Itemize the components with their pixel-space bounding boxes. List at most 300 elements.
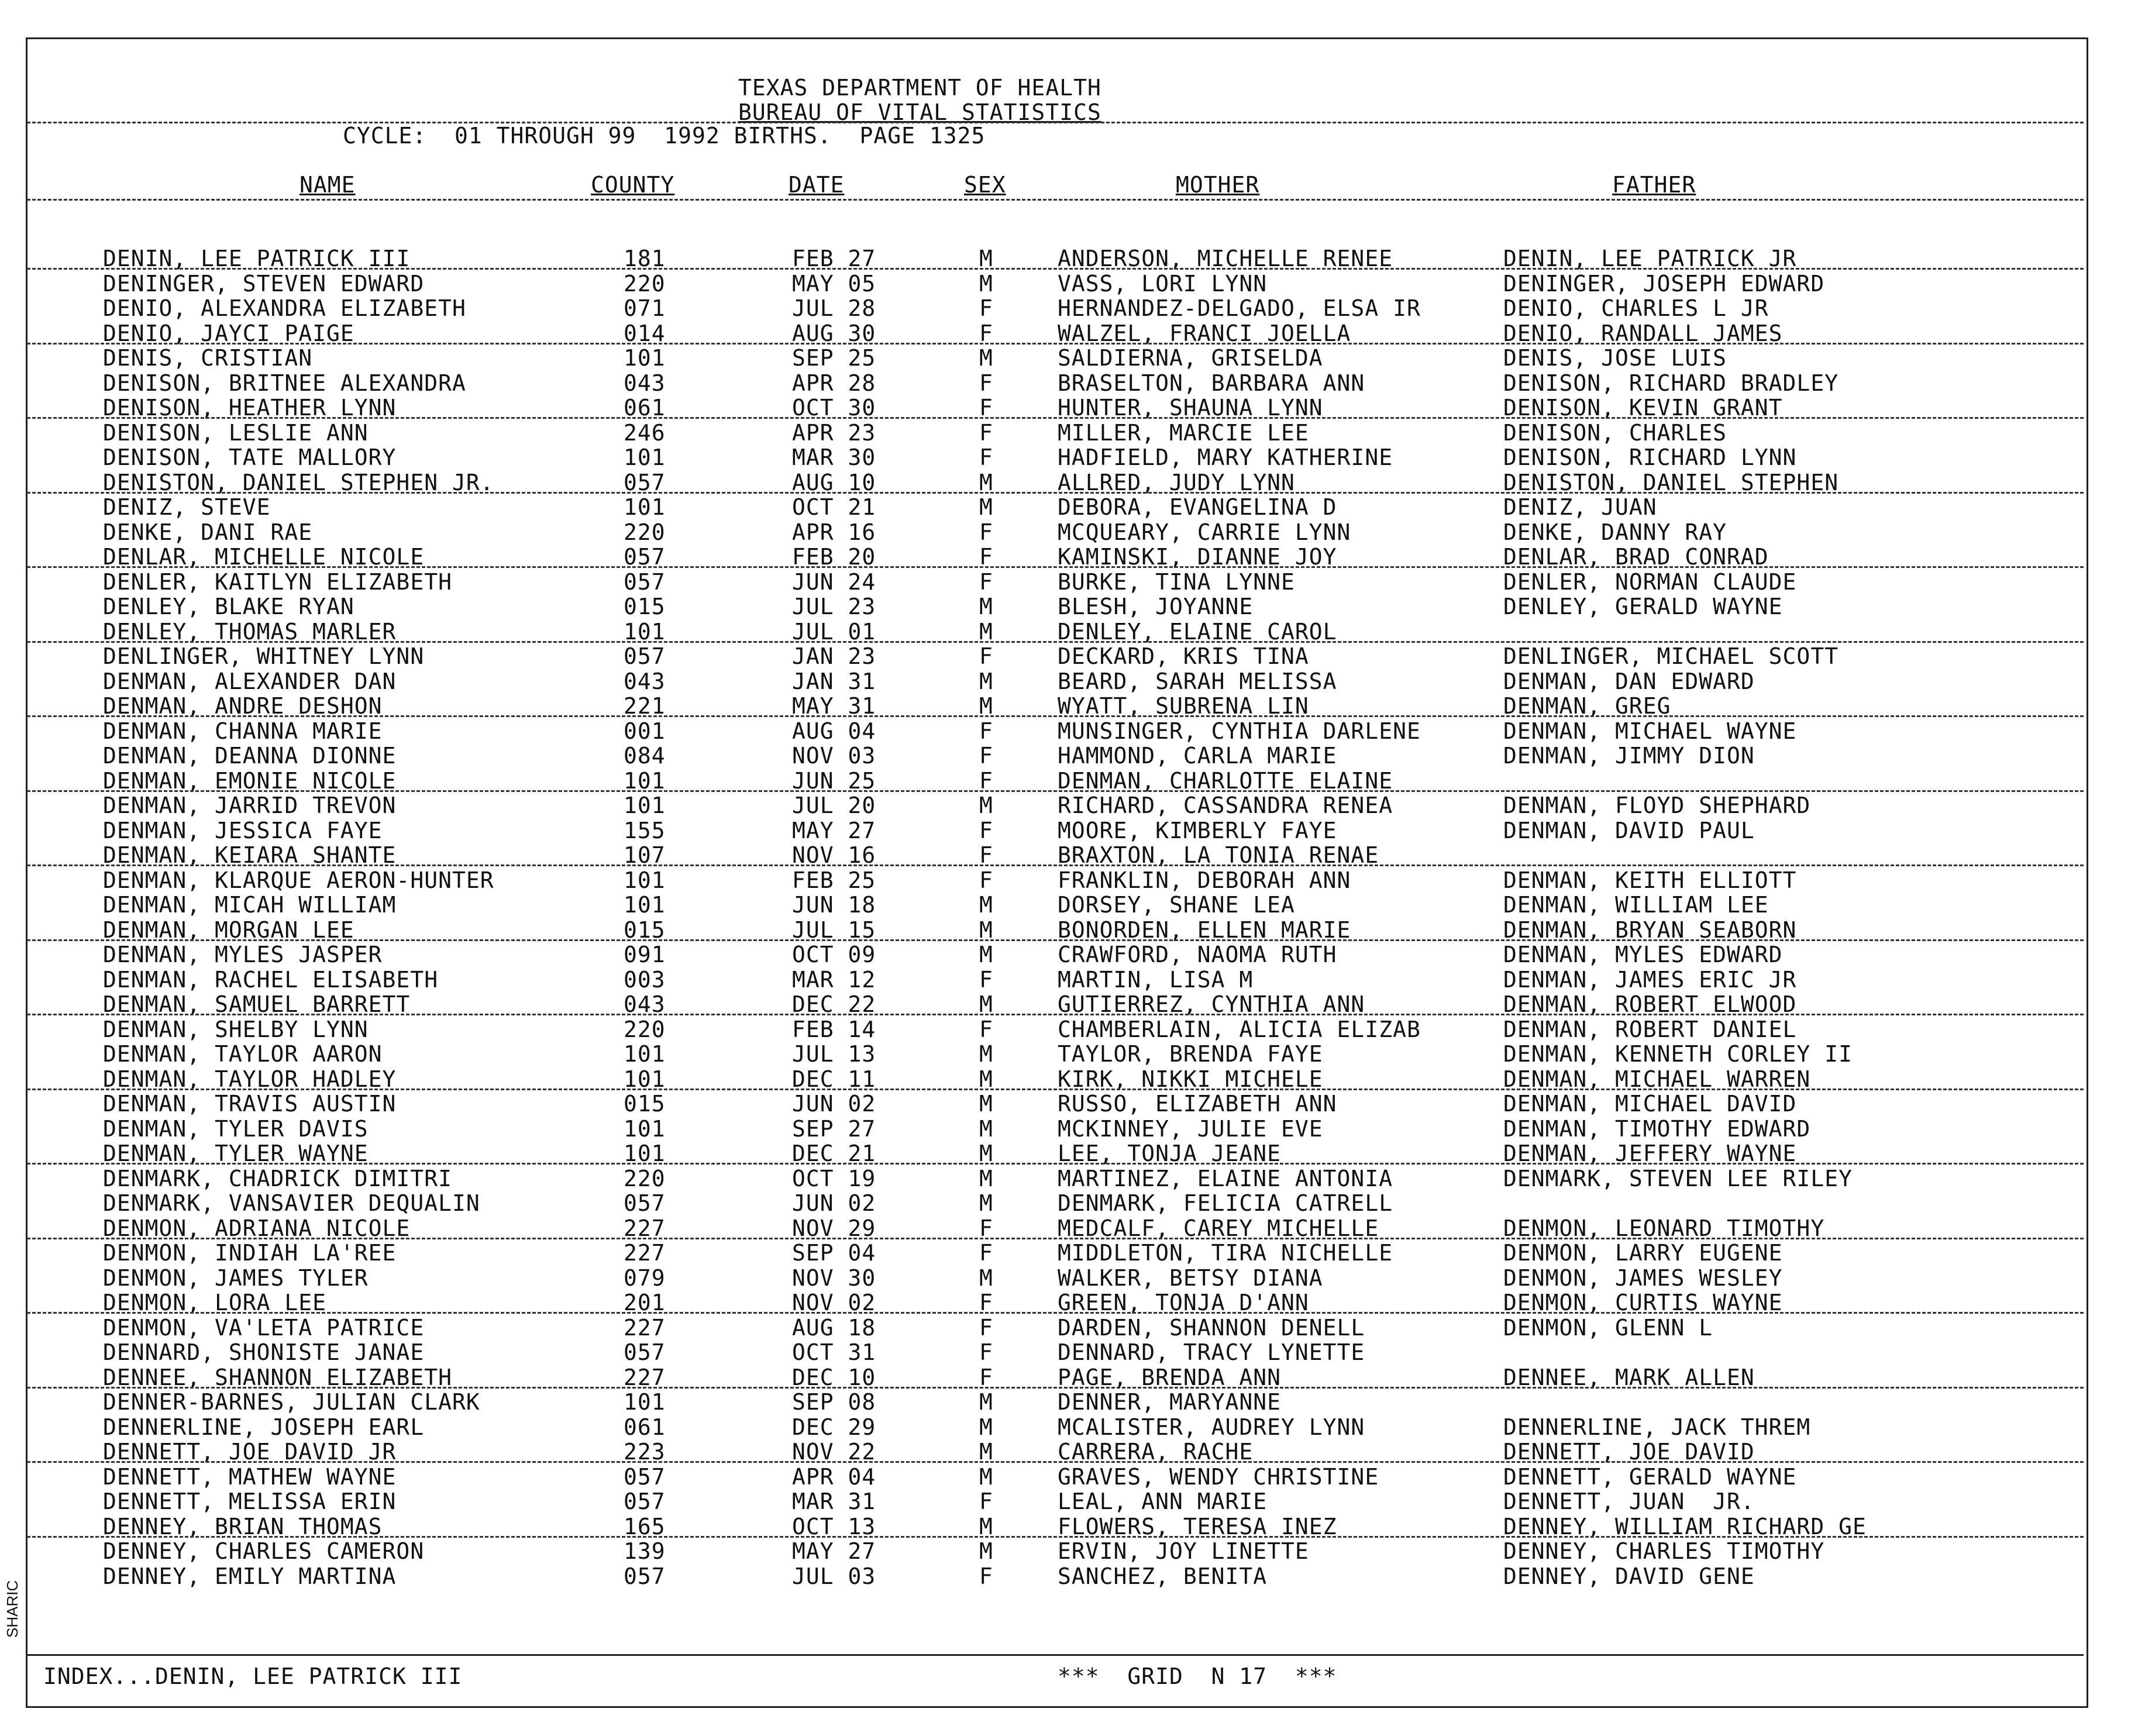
- record-father: DENISON, CHARLES: [1503, 419, 1727, 446]
- record-mother: BLESH, JOYANNE: [1058, 594, 1254, 619]
- record-mother: FLOWERS, TERESA INEZ: [1058, 1513, 1337, 1539]
- grid-footer: *** GRID N 17 ***: [1058, 1663, 1337, 1689]
- record-date: JUL 28: [792, 295, 876, 321]
- record-date: MAY 05: [792, 270, 876, 297]
- record-name: DENMAN, MICAH WILLIAM: [103, 892, 397, 918]
- record-sex: F: [979, 1314, 993, 1341]
- record-county: 057: [624, 1339, 666, 1365]
- record-name: DENIO, ALEXANDRA ELIZABETH: [103, 295, 466, 321]
- record-name: DENNEY, CHARLES CAMERON: [103, 1538, 425, 1564]
- record-mother: DEBORA, EVANGELINA D: [1058, 494, 1337, 520]
- record-county: 227: [624, 1314, 666, 1341]
- record-sex: F: [979, 817, 993, 843]
- record-date: NOV 16: [792, 842, 876, 868]
- table-row: [0, 421, 2145, 446]
- record-sex: F: [979, 419, 993, 446]
- record-sex: M: [979, 618, 993, 645]
- record-father: DENNETT, JUAN JR.: [1503, 1489, 1755, 1514]
- record-county: 201: [624, 1290, 666, 1315]
- record-county: 220: [624, 1165, 666, 1191]
- record-date: SEP 04: [792, 1240, 876, 1266]
- record-sex: M: [979, 1389, 993, 1415]
- record-mother: WALKER, BETSY DIANA: [1058, 1265, 1323, 1291]
- record-sex: F: [979, 842, 993, 868]
- record-county: 101: [624, 793, 666, 818]
- record-father: DENISON, RICHARD LYNN: [1503, 445, 1797, 470]
- record-name: DENMAN, SAMUEL BARRETT: [103, 991, 411, 1017]
- record-county: 043: [624, 668, 666, 694]
- record-sex: M: [979, 594, 993, 619]
- record-mother: CARRERA, RACHE: [1058, 1439, 1254, 1465]
- record-date: APR 23: [792, 419, 876, 446]
- record-county: 101: [624, 1389, 666, 1415]
- record-father: DENMAN, MICHAEL DAVID: [1503, 1091, 1797, 1117]
- table-row: [0, 719, 2145, 745]
- record-mother: DENNARD, TRACY LYNETTE: [1058, 1339, 1365, 1365]
- record-sex: F: [979, 867, 993, 893]
- record-mother: LEAL, ANN MARIE: [1058, 1489, 1268, 1514]
- record-father: DENMON, CURTIS WAYNE: [1503, 1290, 1783, 1315]
- record-name: DENNEY, BRIAN THOMAS: [103, 1513, 383, 1539]
- record-mother: MUNSINGER, CYNTHIA DARLENE: [1058, 718, 1421, 744]
- record-sex: F: [979, 1339, 993, 1365]
- record-county: 227: [624, 1364, 666, 1390]
- record-county: 057: [624, 469, 666, 495]
- record-date: SEP 25: [792, 345, 876, 371]
- record-mother: DORSEY, SHANE LEA: [1058, 892, 1295, 918]
- record-sex: F: [979, 569, 993, 595]
- row-separator: [27, 1238, 2084, 1239]
- record-date: SEP 08: [792, 1389, 876, 1415]
- record-sex: F: [979, 966, 993, 993]
- record-sex: M: [979, 1165, 993, 1191]
- record-date: OCT 09: [792, 942, 876, 967]
- record-sex: F: [979, 395, 993, 421]
- record-date: JUL 13: [792, 1041, 876, 1067]
- record-mother: HUNTER, SHAUNA LYNN: [1058, 395, 1323, 421]
- record-date: JUN 18: [792, 892, 876, 918]
- table-row: [0, 645, 2145, 670]
- record-father: DENISON, RICHARD BRADLEY: [1503, 370, 1839, 396]
- record-date: AUG 10: [792, 469, 876, 495]
- record-father: DENMAN, MICHAEL WAYNE: [1503, 718, 1797, 744]
- row-separator: [27, 1163, 2084, 1165]
- record-mother: VASS, LORI LYNN: [1058, 270, 1268, 297]
- record-name: DENMAN, CHANNA MARIE: [103, 718, 383, 744]
- record-name: DENNARD, SHONISTE JANAE: [103, 1339, 425, 1365]
- record-name: DENIS, CRISTIAN: [103, 345, 313, 371]
- record-father: DENINGER, JOSEPH EDWARD: [1503, 270, 1825, 297]
- record-date: APR 28: [792, 370, 876, 396]
- record-name: DENMAN, TYLER DAVIS: [103, 1115, 369, 1142]
- record-father: DENMAN, DAN EDWARD: [1503, 668, 1755, 694]
- record-father: DENIO, RANDALL JAMES: [1503, 320, 1783, 346]
- record-mother: DENMARK, FELICIA CATRELL: [1058, 1190, 1393, 1216]
- record-date: SEP 27: [792, 1115, 876, 1142]
- record-father: DENISON, KEVIN GRANT: [1503, 395, 1783, 421]
- table-row: [0, 1241, 2145, 1266]
- record-sex: F: [979, 544, 993, 570]
- column-header-name: NAME: [299, 172, 356, 198]
- table-row: [0, 1465, 2145, 1490]
- record-sex: M: [979, 270, 993, 297]
- record-date: FEB 25: [792, 867, 876, 893]
- record-county: 071: [624, 295, 666, 321]
- record-county: 057: [624, 1190, 666, 1216]
- record-father: DENMAN, DAVID PAUL: [1503, 817, 1755, 843]
- record-date: NOV 03: [792, 743, 876, 769]
- record-sex: M: [979, 1141, 993, 1166]
- record-sex: F: [979, 1563, 993, 1589]
- record-date: JUL 01: [792, 618, 876, 645]
- record-date: NOV 29: [792, 1215, 876, 1241]
- record-mother: KIRK, NIKKI MICHELE: [1058, 1066, 1323, 1092]
- record-county: 057: [624, 1463, 666, 1490]
- record-mother: MARTINEZ, ELAINE ANTONIA: [1058, 1165, 1393, 1191]
- record-sex: M: [979, 1414, 993, 1440]
- record-date: DEC 21: [792, 1141, 876, 1166]
- record-mother: TAYLOR, BRENDA FAYE: [1058, 1041, 1323, 1067]
- record-date: JUL 03: [792, 1563, 876, 1589]
- record-father: DENMAN, WILLIAM LEE: [1503, 892, 1769, 918]
- record-name: DENNEY, EMILY MARTINA: [103, 1563, 397, 1589]
- record-date: MAY 31: [792, 693, 876, 719]
- record-county: 015: [624, 594, 666, 619]
- record-father: DENMON, GLENN L: [1503, 1314, 1713, 1341]
- record-father: DENMAN, KENNETH CORLEY II: [1503, 1041, 1853, 1067]
- row-separator: [27, 417, 2084, 419]
- record-mother: MCQUEARY, CARRIE LYNN: [1058, 519, 1351, 545]
- record-mother: WYATT, SUBRENA LIN: [1058, 693, 1309, 719]
- record-date: DEC 11: [792, 1066, 876, 1092]
- record-father: DENIN, LEE PATRICK JR: [1503, 246, 1797, 271]
- record-name: DENMAN, SHELBY LYNN: [103, 1016, 369, 1042]
- record-name: DENMAN, KLARQUE AERON-HUNTER: [103, 867, 494, 893]
- record-date: MAY 27: [792, 1538, 876, 1564]
- record-county: 057: [624, 569, 666, 595]
- table-row: [0, 521, 2145, 546]
- record-name: DENNETT, MATHEW WAYNE: [103, 1463, 397, 1490]
- bureau-title: BUREAU OF VITAL STATISTICS: [738, 99, 1101, 125]
- record-county: 043: [624, 370, 666, 396]
- record-county: 101: [624, 618, 666, 645]
- table-row: [0, 1490, 2145, 1515]
- record-mother: HADFIELD, MARY KATHERINE: [1058, 445, 1393, 470]
- record-name: DENISON, HEATHER LYNN: [103, 395, 397, 421]
- record-sex: M: [979, 693, 993, 719]
- record-mother: GRAVES, WENDY CHRISTINE: [1058, 1463, 1379, 1490]
- record-date: NOV 22: [792, 1439, 876, 1465]
- record-name: DENLAR, MICHELLE NICOLE: [103, 544, 425, 570]
- row-separator: [27, 939, 2084, 941]
- record-date: APR 04: [792, 1463, 876, 1490]
- record-date: JAN 31: [792, 668, 876, 694]
- record-father: DENMON, JAMES WESLEY: [1503, 1265, 1783, 1291]
- record-sex: F: [979, 1240, 993, 1266]
- record-father: DENNETT, GERALD WAYNE: [1503, 1463, 1797, 1490]
- record-mother: FRANKLIN, DEBORAH ANN: [1058, 867, 1351, 893]
- record-father: DENMAN, FLOYD SHEPHARD: [1503, 793, 1811, 818]
- row-separator: [27, 1387, 2084, 1389]
- record-sex: F: [979, 718, 993, 744]
- record-mother: DENMAN, CHARLOTTE ELAINE: [1058, 767, 1393, 794]
- record-name: DENNETT, MELISSA ERIN: [103, 1489, 397, 1514]
- row-separator: [27, 268, 2084, 270]
- record-name: DENMON, VA'LETA PATRICE: [103, 1314, 425, 1341]
- record-name: DENMON, JAMES TYLER: [103, 1265, 369, 1291]
- record-name: DENNERLINE, JOSEPH EARL: [103, 1414, 425, 1440]
- record-sex: M: [979, 494, 993, 520]
- record-county: 091: [624, 942, 666, 967]
- record-sex: M: [979, 991, 993, 1017]
- record-name: DENNER-BARNES, JULIAN CLARK: [103, 1389, 480, 1415]
- record-sex: M: [979, 1513, 993, 1539]
- record-county: 155: [624, 817, 666, 843]
- row-separator: [27, 1089, 2084, 1090]
- record-sex: F: [979, 1215, 993, 1241]
- record-county: 061: [624, 395, 666, 421]
- record-name: DENISON, TATE MALLORY: [103, 445, 397, 470]
- record-date: DEC 22: [792, 991, 876, 1017]
- record-mother: ANDERSON, MICHELLE RENEE: [1058, 246, 1393, 271]
- record-sex: M: [979, 942, 993, 967]
- record-name: DENMAN, MYLES JASPER: [103, 942, 383, 967]
- table-row: [0, 1415, 2145, 1441]
- record-mother: MCALISTER, AUDREY LYNN: [1058, 1414, 1365, 1440]
- record-sex: M: [979, 1091, 993, 1117]
- record-county: 227: [624, 1215, 666, 1241]
- record-mother: BURKE, TINA LYNNE: [1058, 569, 1295, 595]
- record-date: AUG 18: [792, 1314, 876, 1341]
- record-mother: MILLER, MARCIE LEE: [1058, 419, 1309, 446]
- record-mother: SANCHEZ, BENITA: [1058, 1563, 1268, 1589]
- record-name: DENMON, LORA LEE: [103, 1290, 327, 1315]
- column-header-date: DATE: [789, 172, 845, 198]
- table-row: [0, 446, 2145, 471]
- record-sex: F: [979, 519, 993, 545]
- record-father: DENIS, JOSE LUIS: [1503, 345, 1727, 371]
- record-mother: MARTIN, LISA M: [1058, 966, 1254, 993]
- record-date: MAR 31: [792, 1489, 876, 1514]
- record-sex: M: [979, 793, 993, 818]
- record-name: DENIN, LEE PATRICK III: [103, 246, 411, 271]
- record-sex: M: [979, 246, 993, 271]
- column-header-father: FATHER: [1612, 172, 1696, 198]
- table-row: [0, 1390, 2145, 1415]
- record-date: OCT 21: [792, 494, 876, 520]
- record-mother: DARDEN, SHANNON DENELL: [1058, 1314, 1365, 1341]
- record-name: DENKE, DANI RAE: [103, 519, 313, 545]
- record-father: DENNEY, DAVID GENE: [1503, 1563, 1755, 1589]
- row-separator: [27, 492, 2084, 494]
- record-sex: F: [979, 1290, 993, 1315]
- column-header-sex: SEX: [964, 172, 1006, 198]
- record-mother: MOORE, KIMBERLY FAYE: [1058, 817, 1337, 843]
- record-mother: GREEN, TONJA D'ANN: [1058, 1290, 1309, 1315]
- record-mother: KAMINSKI, DIANNE JOY: [1058, 544, 1337, 570]
- record-name: DENIO, JAYCI PAIGE: [103, 320, 354, 346]
- record-date: FEB 27: [792, 246, 876, 271]
- record-name: DENNETT, JOE DAVID JR: [103, 1439, 397, 1465]
- column-header-mother: MOTHER: [1176, 172, 1260, 198]
- record-name: DENLINGER, WHITNEY LYNN: [103, 643, 425, 669]
- table-row: [0, 371, 2145, 397]
- record-name: DENNEE, SHANNON ELIZABETH: [103, 1364, 452, 1390]
- record-date: AUG 30: [792, 320, 876, 346]
- record-sex: M: [979, 1115, 993, 1142]
- record-county: 165: [624, 1513, 666, 1539]
- record-sex: M: [979, 1265, 993, 1291]
- record-name: DENMAN, RACHEL ELISABETH: [103, 966, 439, 993]
- record-father: DENMAN, JAMES ERIC JR: [1503, 966, 1797, 993]
- record-sex: F: [979, 1489, 993, 1514]
- table-row: [0, 1042, 2145, 1067]
- record-father: DENLAR, BRAD CONRAD: [1503, 544, 1769, 570]
- record-date: JUN 24: [792, 569, 876, 595]
- cycle-line: CYCLE: 01 THROUGH 99 1992 BIRTHS. PAGE 1325: [343, 123, 986, 149]
- table-row: [0, 272, 2145, 297]
- row-separator: [27, 1014, 2084, 1015]
- record-sex: M: [979, 892, 993, 918]
- record-sex: M: [979, 1066, 993, 1092]
- table-row: [0, 968, 2145, 993]
- record-date: NOV 30: [792, 1265, 876, 1291]
- record-name: DENMAN, JARRID TREVON: [103, 793, 397, 818]
- record-date: JUL 15: [792, 917, 876, 943]
- record-date: JUN 02: [792, 1190, 876, 1216]
- table-row: [0, 1018, 2145, 1043]
- record-date: AUG 04: [792, 718, 876, 744]
- table-row: [0, 744, 2145, 769]
- record-father: DENMAN, KEITH ELLIOTT: [1503, 867, 1797, 893]
- record-mother: DENNER, MARYANNE: [1058, 1389, 1282, 1415]
- record-mother: RICHARD, CASSANDRA RENEA: [1058, 793, 1393, 818]
- record-mother: DENLEY, ELAINE CAROL: [1058, 618, 1337, 645]
- record-father: DENNERLINE, JACK THREM: [1503, 1414, 1811, 1440]
- record-sex: F: [979, 295, 993, 321]
- record-county: 043: [624, 991, 666, 1017]
- record-mother: MIDDLETON, TIRA NICHELLE: [1058, 1240, 1393, 1266]
- record-father: DENMON, LEONARD TIMOTHY: [1503, 1215, 1825, 1241]
- record-mother: ERVIN, JOY LINETTE: [1058, 1538, 1309, 1564]
- record-date: JUL 23: [792, 594, 876, 619]
- record-father: DENMAN, GREG: [1503, 693, 1671, 719]
- record-mother: BRASELTON, BARBARA ANN: [1058, 370, 1365, 396]
- table-row: [0, 1191, 2145, 1217]
- record-mother: CHAMBERLAIN, ALICIA ELIZAB: [1058, 1016, 1421, 1042]
- record-father: DENLINGER, MICHAEL SCOTT: [1503, 643, 1839, 669]
- record-sex: F: [979, 643, 993, 669]
- table-row: [0, 943, 2145, 968]
- record-sex: M: [979, 345, 993, 371]
- record-mother: SALDIERNA, GRISELDA: [1058, 345, 1323, 371]
- record-county: 003: [624, 966, 666, 993]
- record-name: DENMAN, JESSICA FAYE: [103, 817, 383, 843]
- record-mother: ALLRED, JUDY LYNN: [1058, 469, 1295, 495]
- record-name: DENMAN, TRAVIS AUSTIN: [103, 1091, 397, 1117]
- table-row: [0, 1167, 2145, 1192]
- record-name: DENIZ, STEVE: [103, 494, 271, 520]
- record-county: 101: [624, 1041, 666, 1067]
- record-father: DENNEY, CHARLES TIMOTHY: [1503, 1538, 1825, 1564]
- record-father: DENIO, CHARLES L JR: [1503, 295, 1769, 321]
- record-county: 223: [624, 1439, 666, 1465]
- record-date: JUN 02: [792, 1091, 876, 1117]
- table-row: [0, 1565, 2145, 1590]
- record-name: DENMAN, ANDRE DESHON: [103, 693, 383, 719]
- record-county: 221: [624, 693, 666, 719]
- row-separator: [27, 1461, 2084, 1463]
- record-county: 101: [624, 345, 666, 371]
- record-date: JAN 23: [792, 643, 876, 669]
- record-county: 061: [624, 1414, 666, 1440]
- record-county: 107: [624, 842, 666, 868]
- record-date: FEB 14: [792, 1016, 876, 1042]
- footer-rule: [27, 1654, 2084, 1656]
- record-date: JUN 25: [792, 767, 876, 794]
- record-mother: LEE, TONJA JEANE: [1058, 1141, 1282, 1166]
- record-date: DEC 29: [792, 1414, 876, 1440]
- record-father: DENIZ, JUAN: [1503, 494, 1657, 520]
- table-row: [0, 570, 2145, 595]
- table-row: [0, 869, 2145, 894]
- table-row: [0, 1539, 2145, 1565]
- record-county: 057: [624, 1489, 666, 1514]
- row-separator: [27, 566, 2084, 568]
- table-row: [0, 1092, 2145, 1117]
- record-county: 001: [624, 718, 666, 744]
- record-sex: M: [979, 668, 993, 694]
- record-county: 246: [624, 419, 666, 446]
- record-sex: F: [979, 320, 993, 346]
- record-mother: HAMMOND, CARLA MARIE: [1058, 743, 1337, 769]
- record-father: DENNEY, WILLIAM RICHARD GE: [1503, 1513, 1867, 1539]
- row-separator: [27, 1536, 2084, 1538]
- record-father: DENKE, DANNY RAY: [1503, 519, 1727, 545]
- table-row: [0, 670, 2145, 695]
- table-row: [0, 893, 2145, 918]
- table-row: [0, 346, 2145, 371]
- record-name: DENMAN, ALEXANDER DAN: [103, 668, 397, 694]
- table-row: [0, 1117, 2145, 1142]
- record-name: DENISTON, DANIEL STEPHEN JR.: [103, 469, 494, 495]
- row-separator: [27, 715, 2084, 717]
- record-sex: M: [979, 917, 993, 943]
- record-name: DENMAN, TAYLOR HADLEY: [103, 1066, 397, 1092]
- record-sex: F: [979, 445, 993, 470]
- record-date: DEC 10: [792, 1364, 876, 1390]
- record-sex: M: [979, 1190, 993, 1216]
- record-county: 220: [624, 519, 666, 545]
- record-mother: MEDCALF, CAREY MICHELLE: [1058, 1215, 1379, 1241]
- record-name: DENLEY, BLAKE RYAN: [103, 594, 354, 619]
- record-county: 101: [624, 1115, 666, 1142]
- record-name: DENMAN, EMONIE NICOLE: [103, 767, 397, 794]
- row-separator: [27, 641, 2084, 643]
- record-county: 101: [624, 867, 666, 893]
- record-father: DENMAN, ROBERT ELWOOD: [1503, 991, 1797, 1017]
- table-row: [0, 495, 2145, 521]
- record-date: JUL 20: [792, 793, 876, 818]
- record-county: 101: [624, 494, 666, 520]
- record-name: DENISON, BRITNEE ALEXANDRA: [103, 370, 466, 396]
- record-sex: M: [979, 1041, 993, 1067]
- record-date: MAR 30: [792, 445, 876, 470]
- record-father: DENISTON, DANIEL STEPHEN: [1503, 469, 1839, 495]
- record-mother: GUTIERREZ, CYNTHIA ANN: [1058, 991, 1365, 1017]
- record-date: OCT 19: [792, 1165, 876, 1191]
- record-father: DENMARK, STEVEN LEE RILEY: [1503, 1165, 1853, 1191]
